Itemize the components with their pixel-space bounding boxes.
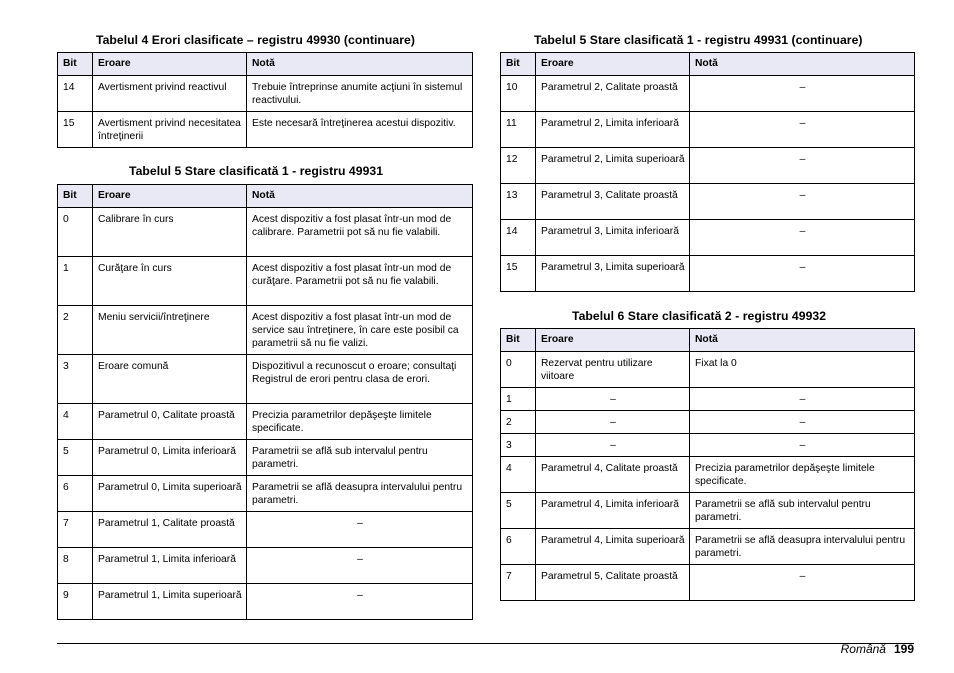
cell-error: Parametrul 4, Limita inferioară	[536, 493, 690, 529]
cell-error: Parametrul 3, Calitate proastă	[536, 184, 690, 220]
table-row	[58, 548, 473, 584]
table-row	[501, 457, 915, 493]
cell-bit: 1	[58, 257, 93, 306]
cell-error: Parametrul 1, Calitate proastă	[93, 512, 247, 548]
cell-note: –	[247, 548, 473, 584]
cell-note: –	[690, 112, 915, 148]
table-header-row	[58, 53, 473, 76]
table-row	[501, 493, 915, 529]
table-row	[501, 565, 915, 601]
cell-bit: 5	[58, 440, 93, 476]
cell-bit: 6	[501, 529, 536, 565]
cell-note: Dispozitivul a recunoscut o eroare; consultaţi Registrul de erori pentru clasa de erori.	[247, 355, 473, 404]
cell-bit: 3	[501, 434, 536, 457]
table-header-row	[501, 53, 915, 76]
column-header-bit: Bit	[501, 329, 536, 352]
cell-error: –	[536, 388, 690, 411]
cell-note: –	[690, 388, 915, 411]
table-row	[58, 355, 473, 404]
table5-continued	[500, 52, 915, 292]
cell-note: Fixat la 0	[690, 352, 915, 388]
table-row	[58, 76, 473, 112]
table-row	[58, 306, 473, 355]
table5-continued-caption: Tabelul 5 Stare clasificată 1 - registru 49931 (continuare)	[534, 33, 863, 47]
cell-error: Parametrul 2, Limita inferioară	[536, 112, 690, 148]
cell-note: Acest dispozitiv a fost plasat într-un mod de curăţare. Parametrii pot să nu fie valabili.	[247, 257, 473, 306]
table-row	[501, 388, 915, 411]
table-row	[58, 208, 473, 257]
cell-note: –	[690, 76, 915, 112]
cell-note: –	[690, 220, 915, 256]
cell-error: Parametrul 3, Limita superioară	[536, 256, 690, 292]
page-number: 199	[893, 642, 914, 656]
cell-note: Parametrii se află deasupra intervalului pentru parametri.	[690, 529, 915, 565]
cell-note: –	[247, 584, 473, 620]
table-row	[501, 434, 915, 457]
cell-error: Parametrul 3, Limita inferioară	[536, 220, 690, 256]
cell-note: –	[690, 256, 915, 292]
cell-bit: 7	[501, 565, 536, 601]
cell-error: Parametrul 1, Limita superioară	[93, 584, 247, 620]
table5	[57, 184, 473, 620]
cell-bit: 8	[58, 548, 93, 584]
cell-error: Meniu servicii/întreţinere	[93, 306, 247, 355]
cell-bit: 11	[501, 112, 536, 148]
table-row	[501, 112, 915, 148]
column-header-error: Eroare	[536, 53, 690, 76]
cell-error: Parametrul 2, Calitate proastă	[536, 76, 690, 112]
cell-note: –	[690, 148, 915, 184]
cell-note: Trebuie întreprinse anumite acţiuni în sistemul reactivului.	[247, 76, 473, 112]
column-header-bit: Bit	[58, 53, 93, 76]
cell-error: Parametrul 4, Limita superioară	[536, 529, 690, 565]
cell-bit: 15	[501, 256, 536, 292]
page-footer	[841, 642, 914, 656]
cell-note: –	[690, 565, 915, 601]
table4-caption: Tabelul 4 Erori clasificate – registru 49930 (continuare)	[96, 33, 415, 47]
cell-error: Parametrul 0, Calitate proastă	[93, 404, 247, 440]
cell-error: Parametrul 1, Limita inferioară	[93, 548, 247, 584]
cell-bit: 7	[58, 512, 93, 548]
cell-bit: 5	[501, 493, 536, 529]
cell-note: Acest dispozitiv a fost plasat într-un mod de service sau întreţinere, în care este posibil ca parametrii să nu fie valizi.	[247, 306, 473, 355]
cell-note: –	[690, 434, 915, 457]
table-row	[58, 112, 473, 148]
cell-bit: 6	[58, 476, 93, 512]
cell-note: Precizia parametrilor depăşeşte limitele specificate.	[247, 404, 473, 440]
cell-note: Acest dispozitiv a fost plasat într-un mod de calibrare. Parametrii pot să nu fie valabili.	[247, 208, 473, 257]
table5-caption: Tabelul 5 Stare clasificată 1 - registru 49931	[129, 164, 384, 178]
table-row	[501, 411, 915, 434]
cell-error: Calibrare în curs	[93, 208, 247, 257]
table6	[500, 328, 915, 601]
cell-bit: 3	[58, 355, 93, 404]
cell-error: Parametrul 4, Calitate proastă	[536, 457, 690, 493]
column-header-note: Notă	[247, 185, 473, 208]
footer-language: Română	[840, 642, 886, 656]
column-header-note: Notă	[690, 329, 915, 352]
table-row	[501, 184, 915, 220]
cell-bit: 15	[58, 112, 93, 148]
table-row	[58, 404, 473, 440]
column-header-note: Notă	[690, 53, 915, 76]
table-row	[58, 584, 473, 620]
column-header-note: Notă	[247, 53, 473, 76]
table-row	[58, 476, 473, 512]
cell-error: Avertisment privind necesitatea întreţinerii	[93, 112, 247, 148]
column-header-error: Eroare	[93, 53, 247, 76]
cell-note: Parametrii se află deasupra intervalului pentru parametri.	[247, 476, 473, 512]
cell-error: –	[536, 411, 690, 434]
table4	[57, 52, 473, 148]
cell-bit: 14	[501, 220, 536, 256]
table-row	[501, 529, 915, 565]
table-row	[501, 76, 915, 112]
cell-bit: 2	[501, 411, 536, 434]
cell-error: Curăţare în curs	[93, 257, 247, 306]
table-header-row	[501, 329, 915, 352]
cell-note: Parametrii se află sub intervalul pentru parametri.	[690, 493, 915, 529]
table-row	[501, 220, 915, 256]
cell-bit: 4	[501, 457, 536, 493]
cell-error: Parametrul 5, Calitate proastă	[536, 565, 690, 601]
cell-error: Avertisment privind reactivul	[93, 76, 247, 112]
column-header-error: Eroare	[536, 329, 690, 352]
column-header-error: Eroare	[93, 185, 247, 208]
cell-bit: 10	[501, 76, 536, 112]
cell-note: Precizia parametrilor depăşeşte limitele specificate.	[690, 457, 915, 493]
table-row	[501, 256, 915, 292]
cell-note: –	[690, 184, 915, 220]
cell-bit: 4	[58, 404, 93, 440]
cell-error: Eroare comună	[93, 355, 247, 404]
cell-bit: 12	[501, 148, 536, 184]
table6-caption: Tabelul 6 Stare clasificată 2 - registru 49932	[572, 309, 827, 323]
cell-note: –	[247, 512, 473, 548]
cell-error: –	[536, 434, 690, 457]
cell-bit: 13	[501, 184, 536, 220]
cell-bit: 14	[58, 76, 93, 112]
cell-error: Parametrul 0, Limita inferioară	[93, 440, 247, 476]
column-header-bit: Bit	[501, 53, 536, 76]
table-row	[501, 352, 915, 388]
table-row	[58, 512, 473, 548]
table-header-row	[58, 185, 473, 208]
cell-bit: 9	[58, 584, 93, 620]
table-row	[58, 440, 473, 476]
table-row	[501, 148, 915, 184]
cell-error: Parametrul 0, Limita superioară	[93, 476, 247, 512]
cell-bit: 0	[501, 352, 536, 388]
footer-rule	[57, 643, 914, 644]
cell-error: Rezervat pentru utilizare viitoare	[536, 352, 690, 388]
cell-note: –	[690, 411, 915, 434]
column-header-bit: Bit	[58, 185, 93, 208]
cell-bit: 0	[58, 208, 93, 257]
cell-bit: 1	[501, 388, 536, 411]
cell-error: Parametrul 2, Limita superioară	[536, 148, 690, 184]
cell-note: Parametrii se află sub intervalul pentru parametri.	[247, 440, 473, 476]
table-row	[58, 257, 473, 306]
cell-note: Este necesară întreţinerea acestui dispozitiv.	[247, 112, 473, 148]
cell-bit: 2	[58, 306, 93, 355]
